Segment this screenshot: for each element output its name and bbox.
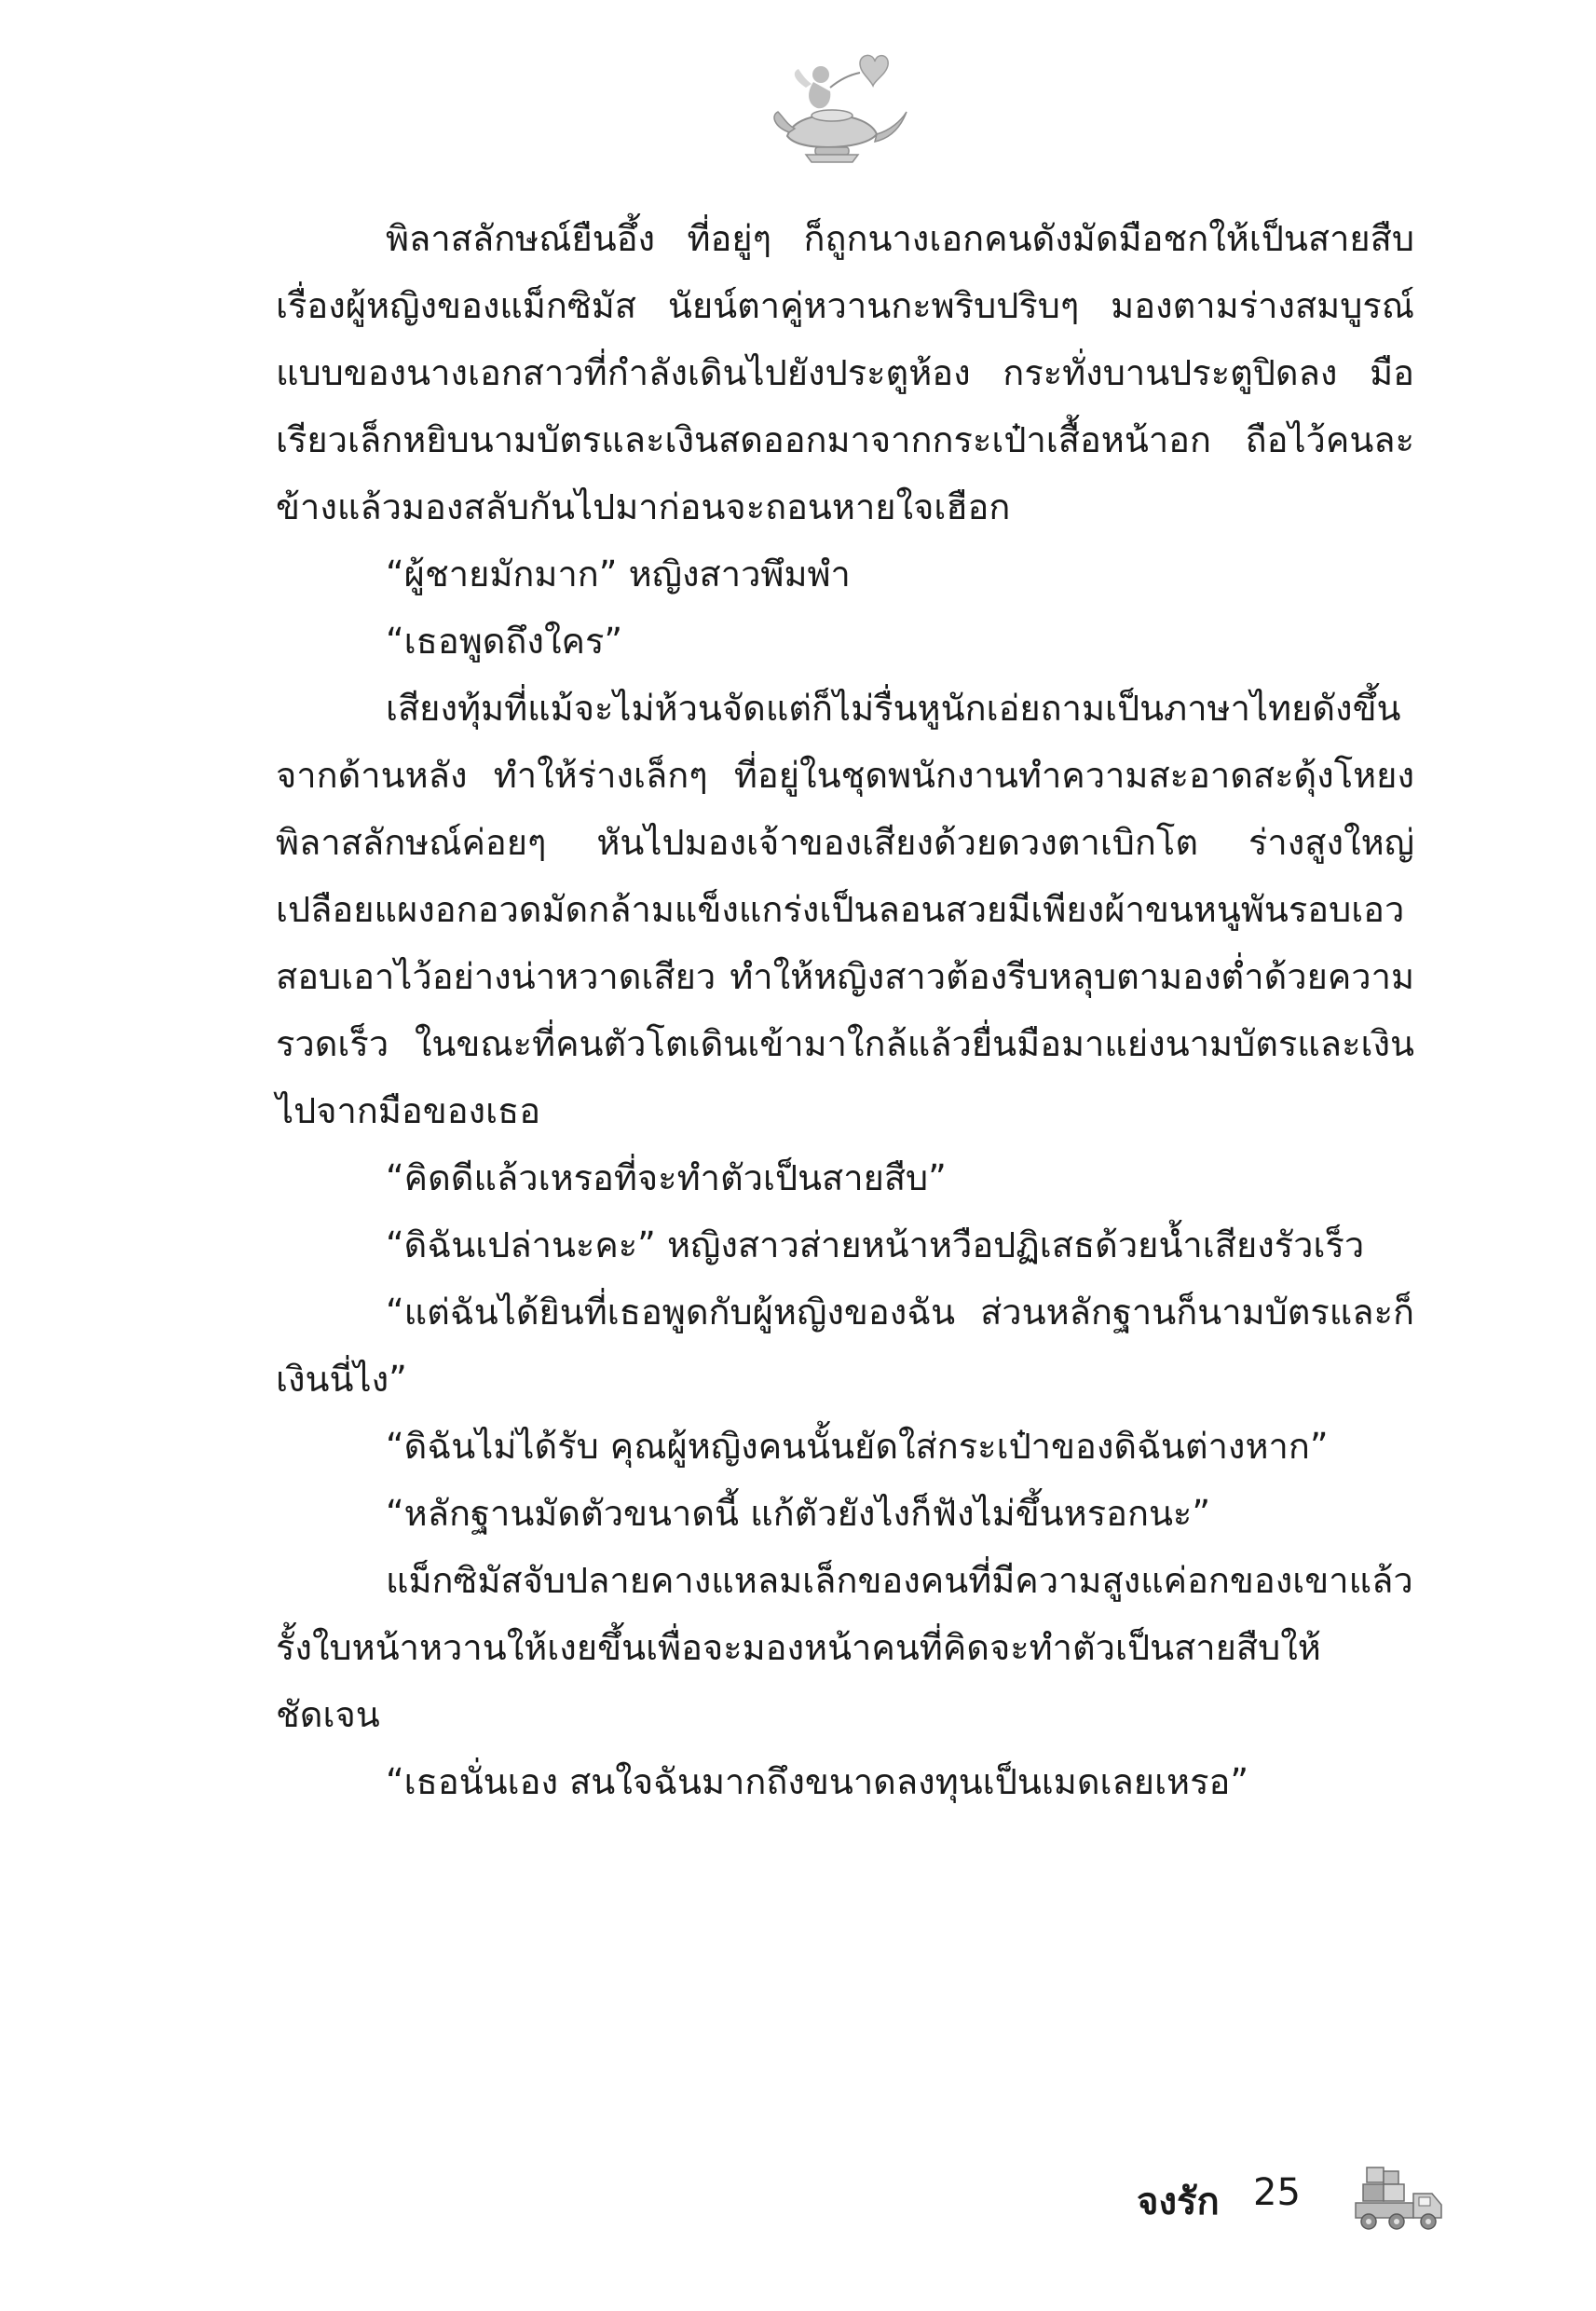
paragraph: “ผู้ชายมักมาก” หญิงสาวพึมพำ xyxy=(386,554,851,595)
paragraph: “แต่ฉันได้ยินที่เธอพูดกับผู้หญิงของฉัน ส่วนหลักฐานก็นามบัตรและก็เงินนี่ไง” xyxy=(276,1292,1414,1400)
paragraph: “คิดดีแล้วเหรอที่จะทำตัวเป็นสายสืบ” xyxy=(386,1157,947,1198)
paragraph: “เธอนั่นเอง สนใจฉันมากถึงขนาดลงทุนเป็นเมดเลยเหรอ” xyxy=(386,1761,1249,1802)
paragraph: “ดิฉันไม่ได้รับ คุณผู้หญิงคนนั้นยัดใส่กระเป๋าของดิฉันต่างหาก” xyxy=(386,1426,1329,1467)
page-footer xyxy=(1137,2162,1453,2246)
paragraph: แม็กซิมัสจับปลายคางแหลมเล็กของคนที่มีความสูงแค่อกของเขาแล้วรั้งใบหน้าหวานให้เงยขึ้นเพื่อจะมองหน้าคนที่คิดจะทำตัวเป็นสายสืบให้ชัดเจน xyxy=(276,1560,1413,1735)
paragraph: “เธอพูดถึงใคร” xyxy=(386,621,623,662)
magic-lamp-cupid-icon xyxy=(750,47,918,168)
body-text xyxy=(276,205,1414,1815)
page-number: 25 xyxy=(1253,2171,1301,2214)
book-title: จงรัก xyxy=(1137,2181,1220,2223)
toy-truck-blocks-icon xyxy=(1346,2162,1449,2236)
paragraph: “หลักฐานมัดตัวขนาดนี้ แก้ตัวยังไงก็ฟังไม่ขึ้นหรอกนะ” xyxy=(386,1493,1211,1534)
paragraph: เสียงทุ้มที่แม้จะไม่ห้วนจัดแต่ก็ไม่รื่นหูนักเอ่ยถามเป็นภาษาไทยดังขึ้นจากด้านหลัง ทำให้ร่างเล็กๆ ที่อยู่ในชุดพนักงานทำความสะอาดสะดุ้งโหยง พิลาสลักษณ์ค่อยๆ หันไปมองเจ้าของเสียงด้วยดวงตาเบิกโต ร่างสูงใหญ่เปลือยแผงอกอวดมัดกล้ามแข็งแกร่งเป็นลอนสวยมีเพียงผ้าขนหนูพันรอบเอวสอบเอาไว้อย่างน่าหวาดเสียว ทำให้หญิงสาวต้องรีบหลุบตามองต่ำด้วยความรวดเร็ว ในขณะที่คนตัวโตเดินเข้ามาใกล้แล้วยื่นมือมาแย่งนามบัตรและเงินไปจากมือของเธอ xyxy=(276,688,1414,1131)
paragraph: พิลาสลักษณ์ยืนอึ้ง ที่อยู่ๆ ก็ถูกนางเอกคนดังมัดมือชกให้เป็นสายสืบเรื่องผู้หญิงของแม็กซิมัส นัยน์ตาคู่หวานกะพริบปริบๆ มองตามร่างสมบูรณ์แบบของนางเอกสาวที่กำลังเดินไปยังประตูห้อง กระทั่งบานประตูปิดลง มือเรียวเล็กหยิบนามบัตรและเงินสดออกมาจากกระเป๋าเสื้อหน้าอก ถือไว้คนละข้างแล้วมองสลับกันไปมาก่อนจะถอนหายใจเฮือก xyxy=(276,218,1414,527)
paragraph: “ดิฉันเปล่านะคะ” หญิงสาวส่ายหน้าหวือปฏิเสธด้วยน้ำเสียงรัวเร็ว xyxy=(386,1224,1365,1265)
